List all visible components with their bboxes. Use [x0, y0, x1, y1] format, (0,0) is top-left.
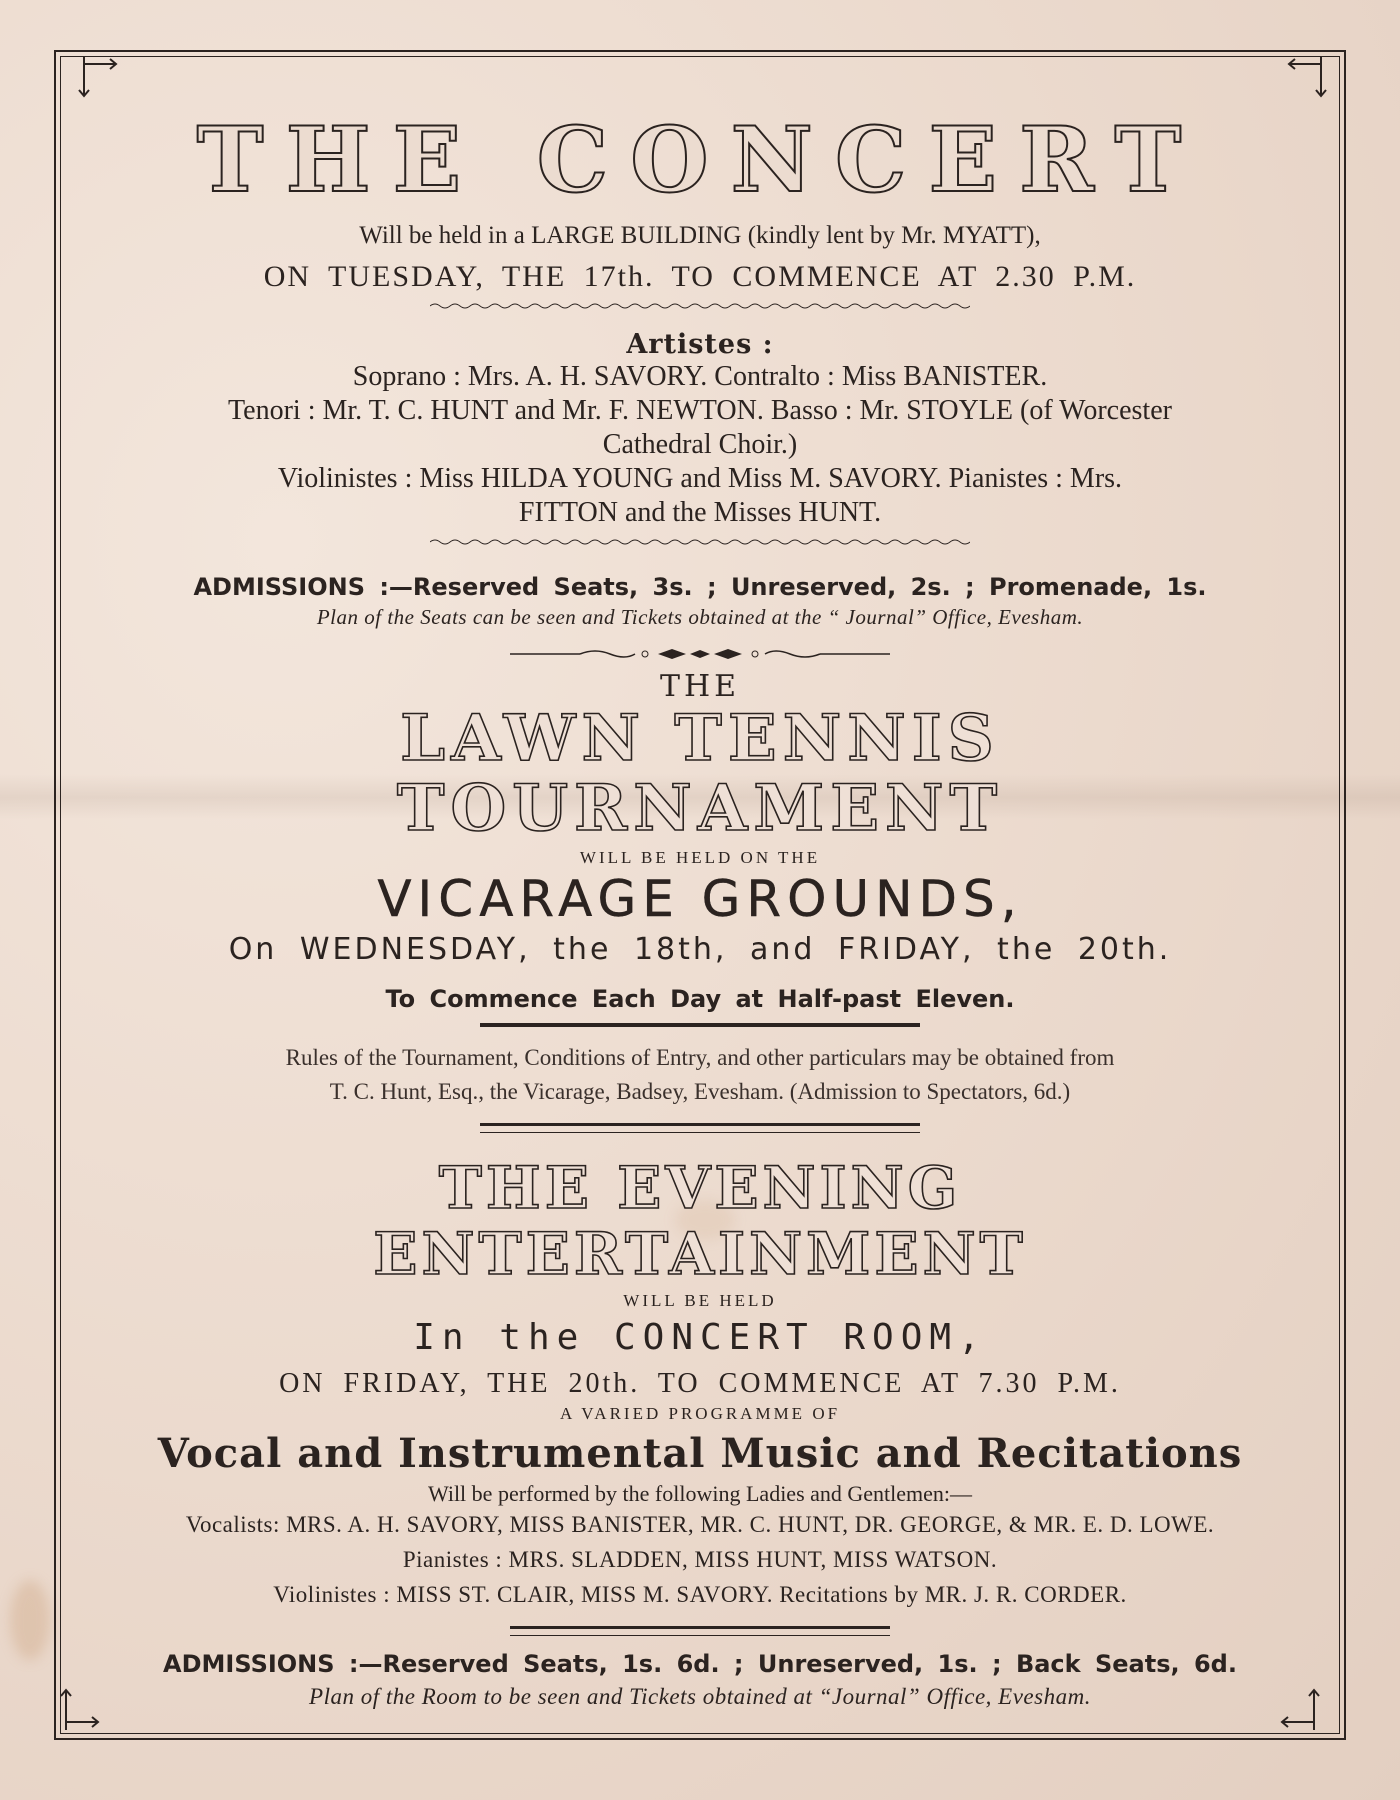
artistes-line: FITTON and the Misses HUNT.	[518, 497, 882, 528]
evening-performed-by: Will be performed by the following Ladies and Gentlemen:—	[427, 1481, 973, 1506]
wavy-divider	[430, 538, 970, 546]
tennis-the: THE	[659, 669, 741, 704]
section-rule	[510, 1626, 890, 1636]
evening-title: THE EVENING ENTERTAINMENT	[373, 1154, 1027, 1288]
corner-arrow-icon	[1285, 52, 1335, 102]
evening-tickets-note: Plan of the Room to be seen and Tickets obtained at “Journal” Office, Evesham.	[309, 1684, 1091, 1709]
tennis-dates: On WEDNESDAY, the 18th, and FRIDAY, the 20th.	[228, 932, 1172, 967]
corner-arrow-icon	[52, 1684, 102, 1734]
tennis-title: LAWN TENNIS TOURNAMENT	[396, 701, 1004, 846]
tennis-commence: To Commence Each Day at Half-past Eleven.	[385, 985, 1015, 1013]
evening-pianistes: Pianistes : MRS. SLADDEN, MISS HUNT, MISS WATSON.	[402, 1547, 998, 1572]
artistes-line: Soprano : Mrs. A. H. SAVORY. Contralto : Miss BANISTER.	[352, 361, 1048, 392]
evening-held: WILL BE HELD	[623, 1291, 777, 1310]
tennis-held-on: WILL BE HELD ON THE	[579, 848, 821, 867]
evening-varied: A VARIED PROGRAMME OF	[559, 1404, 841, 1423]
evening-date-line: ON FRIDAY, THE 20th. TO COMMENCE AT 7.30 P.M.	[279, 1368, 1121, 1399]
poster-content	[100, 100, 1300, 1710]
corner-arrow-icon	[70, 52, 120, 102]
artistes-list	[100, 360, 1300, 530]
artistes-line: Violinistes : Miss HILDA YOUNG and Miss M. SAVORY. Pianistes : Mrs.	[277, 463, 1123, 494]
tennis-rules-line: T. C. Hunt, Esq., the Vicarage, Badsey, Evesham. (Admission to Spectators, 6d.)	[329, 1079, 1071, 1104]
tennis-rules-line: Rules of the Tournament, Conditions of Entry, and other particulars may be obtained from	[285, 1045, 1115, 1070]
concert-venue-line: Will be held in a LARGE BUILDING (kindly lent by Mr. MYATT),	[359, 222, 1041, 249]
concert-date-line: ON TUESDAY, THE 17th. TO COMMENCE AT 2.30 P.M.	[263, 260, 1137, 293]
section-rule	[480, 1123, 920, 1133]
section-rule	[480, 1023, 920, 1027]
tennis-rules	[100, 1041, 1300, 1109]
concert-admissions: ADMISSIONS :—Reserved Seats, 3s. ; Unreserved, 2s. ; Promenade, 1s.	[193, 573, 1207, 601]
evening-violinistes: Violinistes : MISS ST. CLAIR, MISS M. SAVORY. Recitations by MR. J. R. CORDER.	[273, 1582, 1127, 1607]
wavy-divider	[430, 302, 970, 310]
artistes-line: Tenori : Mr. T. C. HUNT and Mr. F. NEWTON. Basso : Mr. STOYLE (of Worcester	[228, 395, 1172, 426]
evening-admissions: ADMISSIONS :—Reserved Seats, 1s. 6d. ; Unreserved, 1s. ; Back Seats, 6d.	[163, 1650, 1237, 1678]
tennis-location: VICARAGE GROUNDS,	[377, 870, 1023, 928]
evening-vocalists: Vocalists: MRS. A. H. SAVORY, MISS BANISTER, MR. C. HUNT, DR. GEORGE, & MR. E. D. LOWE.	[185, 1512, 1215, 1537]
artistes-line: Cathedral Choir.)	[602, 429, 798, 460]
concert-tickets-note: Plan of the Seats can be seen and Tickets obtained at the “ Journal” Office, Evesham.	[316, 605, 1084, 629]
paper-stain	[10, 1580, 50, 1660]
artistes-heading: Artistes :	[626, 329, 774, 360]
evening-place: In the CONCERT ROOM,	[413, 1317, 987, 1358]
concert-title: THE CONCERT	[196, 107, 1204, 213]
evening-programme: Vocal and Instrumental Music and Recitations	[157, 1430, 1243, 1477]
ornament-divider-icon	[510, 644, 890, 664]
